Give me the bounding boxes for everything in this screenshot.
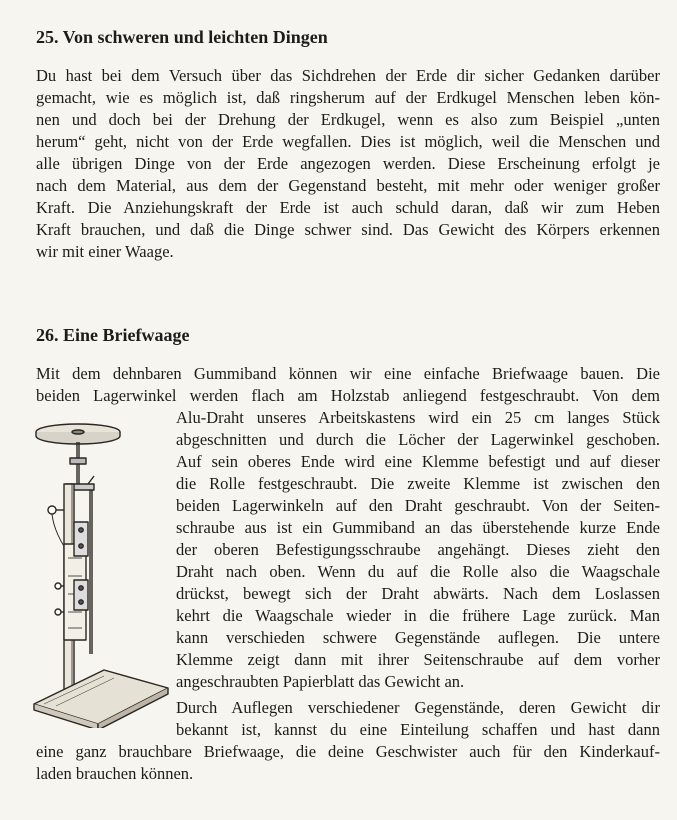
text-line: beiden Lagerwinkel werden flach am Holzstab anliegend festgeschraubt. Von dem <box>36 386 660 405</box>
text-line: Klemme zeigt dann mit ihrer Seitenschraube auf dem vorher <box>176 650 660 669</box>
text-line: Durch Auflegen verschiedener Gegenstände, deren Gewicht dir <box>176 698 660 717</box>
text-line: kann verschieden schwere Gegenstände auflegen. Die untere <box>176 628 660 647</box>
text-line: nen und doch bei der Drehung der Erdkugel, wenn es also zum Beispiel „unten <box>36 110 660 129</box>
text-line: herum“ geht, nicht von der Erde wegfallen. Dies ist möglich, weil die Menschen und <box>36 132 660 151</box>
text-line: Kraft. Die Anziehungskraft der Erde ist auch schuld daran, daß wir zum Heben <box>36 198 660 217</box>
text-line: eine ganz brauchbare Briefwaage, die deine Geschwister auch für den Kinderkauf- <box>36 742 660 761</box>
text-line: der oberen Befestigungsschraube angehängt. Dieses zieht den <box>176 540 660 559</box>
text-line: Mit dem dehnbaren Gummiband können wir eine einfache Briefwaage bauen. Die <box>36 364 660 383</box>
text-line: abgeschnitten und durch die Löcher der Lagerwinkel geschoben. <box>176 430 660 449</box>
text-line: gemacht, wie es möglich ist, daß ringsherum auf der Erdkugel Menschen leben kön- <box>36 88 660 107</box>
text-line: alle übrigen Dinge von der Erde angezogen werden. Diese Erscheinung erfolgt je <box>36 154 660 173</box>
letter-scale-drawing-icon <box>30 418 170 728</box>
text-line: wir mit einer Waage. <box>36 242 174 261</box>
text-line: Kraft brauchen, und daß die Dinge schwer sind. Das Gewicht des Körpers erkennen <box>36 220 660 239</box>
text-line: angeschraubten Papierblatt das Gewicht an. <box>176 672 465 691</box>
text-line: beiden Lagerwinkeln auf den Draht geschraubt. Von der Seiten- <box>176 496 660 515</box>
text-line: bekannt ist, kannst du eine Einteilung schaffen und hast dann <box>176 720 660 739</box>
text-line: schraube aus ist ein Gummiband an das überstehende kurze Ende <box>176 518 660 537</box>
text-line: Alu-Draht unseres Arbeitskastens wird ein 25 cm langes Stück <box>176 408 660 427</box>
section-26-heading: 26. Eine Briefwaage <box>36 325 190 345</box>
text-line: die Rolle festgeschraubt. Die zweite Klemme ist zwischen den <box>176 474 660 493</box>
text-line: drückst, bewegt sich der Draht abwärts. Nach dem Loslassen <box>176 584 660 603</box>
text-line: nach dem Material, aus dem der Gegenstand besteht, mit mehr oder weniger großer <box>36 176 660 195</box>
section-25-heading: 25. Von schweren und leichten Dingen <box>36 27 328 47</box>
text-line: Du hast bei dem Versuch über das Sichdrehen der Erde dir sicher Gedanken darüber <box>36 66 660 85</box>
text-line: laden brauchen können. <box>36 764 194 783</box>
text-line: kehrt die Waagschale wieder in die frühere Lage zurück. Man <box>176 606 660 625</box>
text-line: Draht nach oben. Wenn du auf die Rolle also die Waagschale <box>176 562 660 581</box>
text-line: Auf sein oberes Ende wird eine Klemme befestigt und auf dieser <box>176 452 660 471</box>
